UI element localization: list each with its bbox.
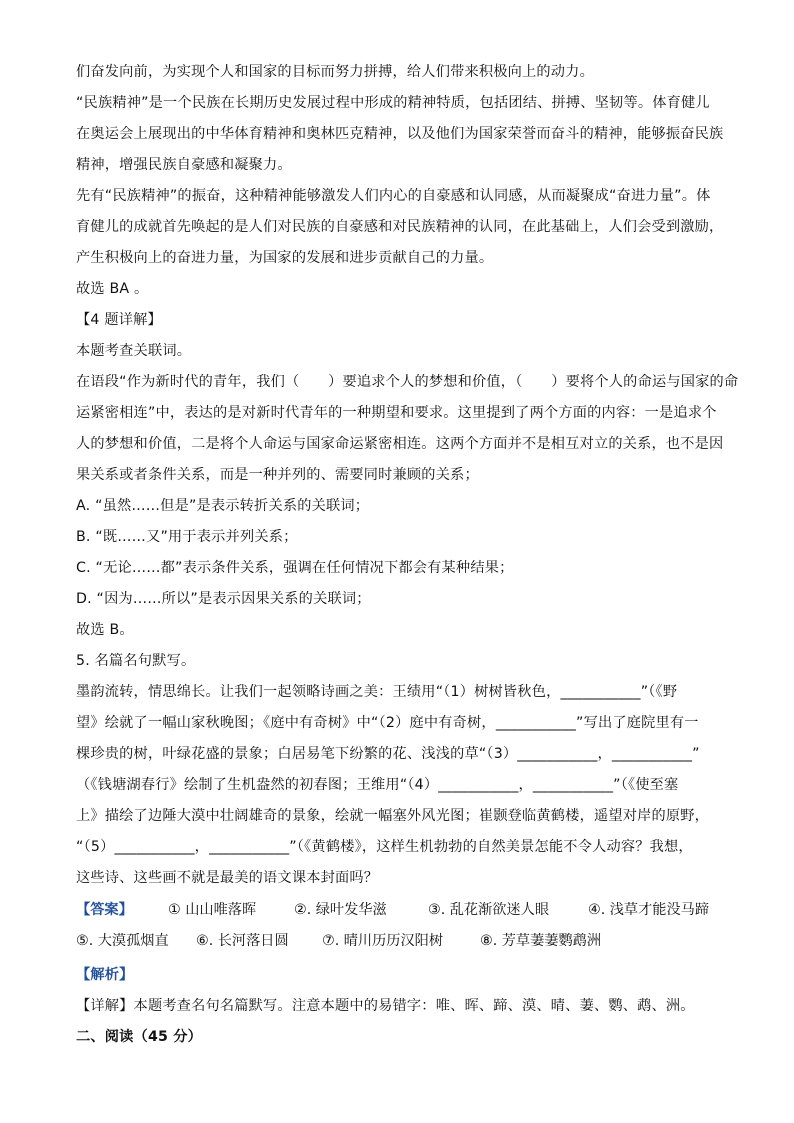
section-heading: 二、阅读（45 分） [76,1029,202,1045]
option-d: D. “因为……所以”是表示因果关系的关联词； [76,591,371,607]
detail-line: 【详解】本题考查名句名篇默写。注意本题中的易错字：唯、晖、蹄、漠、晴、萋、鹦、鹉、洲。 [76,998,695,1014]
paragraph-line: 果关系或者条件关系，而是一种并列的、需要同时兼顾的关系； [76,467,479,483]
paragraph-line: 育健儿的成就首先唤起的是人们对民族的自豪感和对民族精神的认同，在此基础上，人们会受到激励， [76,219,724,235]
paragraph-line: “（5）___________，___________”（《黄鹤楼》，这样生机勃勃的自然美景怎能不令人动容？我想， [76,839,693,855]
paragraph-line: 本题考查关联词。 [76,343,192,359]
answer-item: ⑦. 晴川历历汉阳树 [322,933,444,949]
paragraph-line: （《钱塘湖春行》绘制了生机盎然的初春图；王维用“（4）___________，___________”（《使至塞 [76,777,679,793]
paragraph-line: 先有“民族精神”的振奋，这种精神能够激发人们内心的自豪感和认同感，从而凝聚成“奋进力量”。体 [76,188,711,204]
choice-answer: 故选 BA 。 [76,281,149,297]
paragraph-line: 在语段“作为新时代的青年，我们（ ）要追求个人的梦想和价值，（ ）要将个人的命运与国家的命 [76,374,739,390]
paragraph-line: 这些诗、这些画不就是最美的语文课本封面吗？ [76,870,379,886]
answer-item: ⑧. 芳草萋萋鹦鹉洲 [480,933,602,949]
answer-item: ③. 乱花渐欲迷人眼 [428,902,550,918]
answer-item: ⑥. 长河落日圆 [196,933,289,949]
paragraph-line: 精神，增强民族自豪感和凝聚力。 [76,157,292,173]
paragraph-line: 产生积极向上的奋进力量，为国家的发展和进步贡献自己的力量。 [76,250,494,266]
paragraph-line: 墨韵流转，情思绵长。让我们一起领略诗画之美：王绩用“（1）树树皆秋色，___________”（《野 [76,684,678,700]
answer-item: ① 山山唯落晖 [168,902,257,918]
option-a: A. “虽然……但是”是表示转折关系的关联词； [76,498,370,514]
paragraph-line: 在奥运会上展现出的中华体育精神和奥林匹克精神，以及他们为国家荣誉而奋斗的精神，能够振奋民族 [76,126,724,142]
answer-item: ④. 浅草才能没马蹄 [588,902,710,918]
paragraph-line: 们奋发向前，为实现个人和国家的目标而努力拼搏，给人们带来积极向上的动力。 [76,64,594,80]
paragraph-line: 上》描绘了边陲大漠中壮阔雄奇的景象，绘就一幅塞外风光图；崔颢登临黄鹤楼，遥望对岸的原野， [76,808,710,824]
option-b: B. “既……又”用于表示并列关系； [76,529,298,545]
paragraph-line: “民族精神”是一个民族在长期历史发展过程中形成的精神特质，包括团结、拼搏、坚韧等。体育健儿 [76,95,710,111]
paragraph-line: 运紧密相连”中，表达的是对新时代青年的一种期望和要求。这里提到了两个方面的内容：一是追求个 [76,405,717,421]
answer-item: ⑤. 大漠孤烟直 [76,933,169,949]
choice-answer: 故选 B。 [76,622,134,638]
subquestion-heading: 【4 题详解】 [76,312,162,328]
paragraph-line: 人的梦想和价值，二是将个人命运与国家命运紧密相连。这两个方面并不是相互对立的关系，也不是因 [76,436,724,452]
question-heading: 5. 名篇名句默写。 [76,653,196,669]
answer-item: ②. 绿叶发华滋 [294,902,387,918]
answer-label: 【答案】 [76,902,133,918]
option-c: C. “无论……都”表示条件关系，强调在任何情况下都会有某种结果； [76,560,514,576]
paragraph-line: 棵珍贵的树，叶绿花盛的景象；白居易笔下纷繁的花、浅浅的草“（3）___________，___________” [76,746,700,762]
analysis-label: 【解析】 [76,967,134,983]
paragraph-line: 望》绘就了一幅山家秋晚图；《庭中有奇树》中“（2）庭中有奇树，___________”写出了庭院里有一 [76,715,699,731]
